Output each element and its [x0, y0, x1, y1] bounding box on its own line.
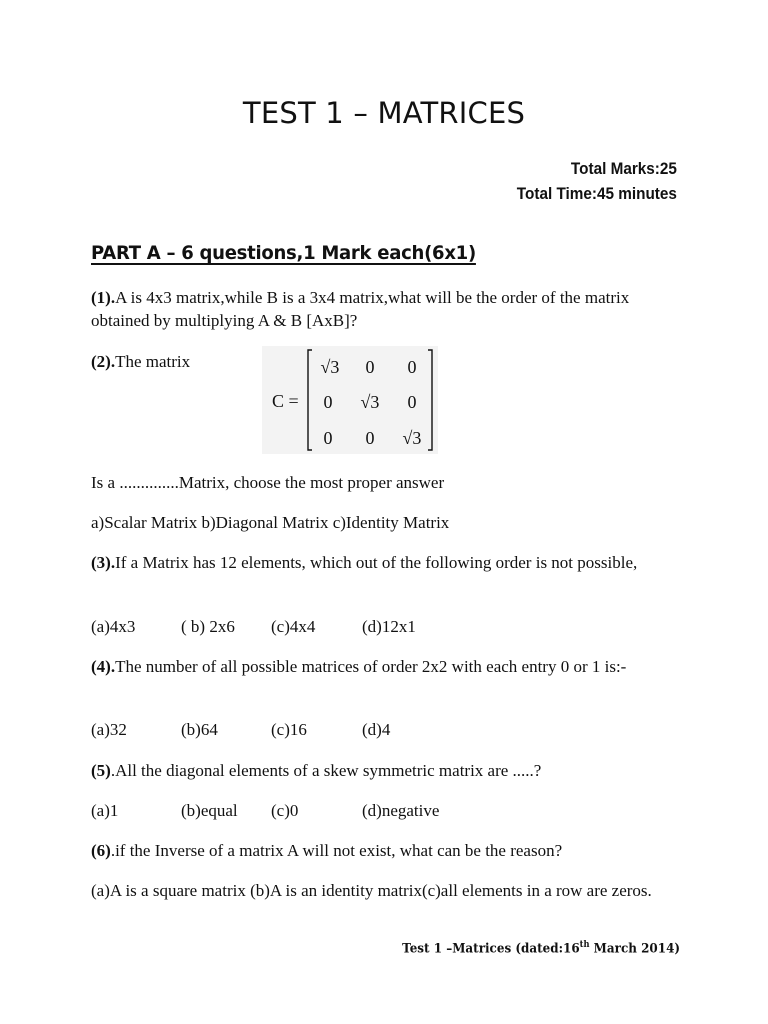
footer-suffix: March 2014)	[589, 941, 680, 957]
option: (c)16	[271, 720, 307, 739]
part-a-heading: PART A – 6 questions,1 Mark each(6x1)	[91, 242, 476, 264]
question-2-follow: Is a ..............Matrix, choose the most proper answer	[91, 473, 445, 492]
option: (b)equal	[181, 801, 238, 820]
option: (a)4x3	[91, 617, 136, 636]
footer-superscript: th	[579, 940, 590, 950]
question-number: (2).	[91, 352, 116, 371]
matrix-cell: 0	[365, 428, 375, 448]
total-marks: Total Marks:25	[570, 159, 677, 178]
option: (d)12x1	[362, 617, 416, 636]
option: ( b) 2x6	[181, 617, 235, 636]
right-bracket	[428, 350, 432, 450]
matrix-cell: 0	[407, 392, 417, 412]
option: (d)4	[362, 720, 391, 739]
question-4-options	[91, 718, 691, 741]
matrix-cell: 0	[323, 392, 333, 412]
question-text: .All the diagonal elements of a skew symmetric matrix are .....?	[110, 761, 542, 780]
question-text: A is 4x3 matrix,while B is a 3x4 matrix,what will be the order of the matrix obtained by multiplying A & B [AxB]?	[91, 288, 630, 330]
matrix-cell: 0	[365, 357, 375, 377]
page-title: TEST 1 – MATRICES	[242, 96, 526, 130]
question-text: The matrix	[115, 352, 191, 371]
footer-prefix: Test 1 –Matrices (dated:16	[402, 941, 580, 957]
question-3	[91, 551, 681, 574]
matrix-cell: √3	[320, 357, 340, 377]
option: (c)0	[271, 801, 299, 820]
matrix-cell: √3	[360, 392, 380, 412]
option: (b)64	[181, 720, 218, 739]
question-text: If a Matrix has 12 elements, which out of the following order is not possible,	[115, 553, 638, 572]
question-6	[91, 839, 681, 862]
left-bracket	[308, 350, 312, 450]
question-3-options	[91, 615, 691, 638]
question-number: (3).	[91, 553, 116, 572]
question-number: (4).	[91, 657, 116, 676]
total-time: Total Time:45 minutes	[516, 184, 677, 203]
question-1	[91, 286, 681, 332]
option: (d)negative	[362, 801, 440, 820]
question-2-options: a)Scalar Matrix b)Diagonal Matrix c)Identity Matrix	[91, 513, 450, 532]
question-5-options	[91, 799, 691, 822]
matrix-cell: 0	[323, 428, 333, 448]
question-4	[91, 655, 681, 678]
question-text: The number of all possible matrices of order 2x2 with each entry 0 or 1 is:-	[115, 657, 627, 676]
matrix-c	[262, 346, 438, 454]
option: (a)32	[91, 720, 127, 739]
question-number: (6)	[91, 841, 111, 860]
matrix-cell: 0	[407, 357, 417, 377]
matrix-cell: √3	[402, 428, 422, 448]
question-number: (1).	[91, 288, 116, 307]
question-number: (5)	[91, 761, 111, 780]
option: (c)4x4	[271, 617, 316, 636]
option: (a)1	[91, 801, 119, 820]
matrix-label: C =	[272, 391, 299, 411]
question-5	[91, 759, 681, 782]
question-text: .if the Inverse of a matrix A will not exist, what can be the reason?	[110, 841, 563, 860]
page-footer	[402, 940, 680, 956]
question-6-options: (a)A is a square matrix (b)A is an identity matrix(c)all elements in a row are zeros.	[91, 881, 652, 900]
marks-info	[517, 156, 677, 206]
